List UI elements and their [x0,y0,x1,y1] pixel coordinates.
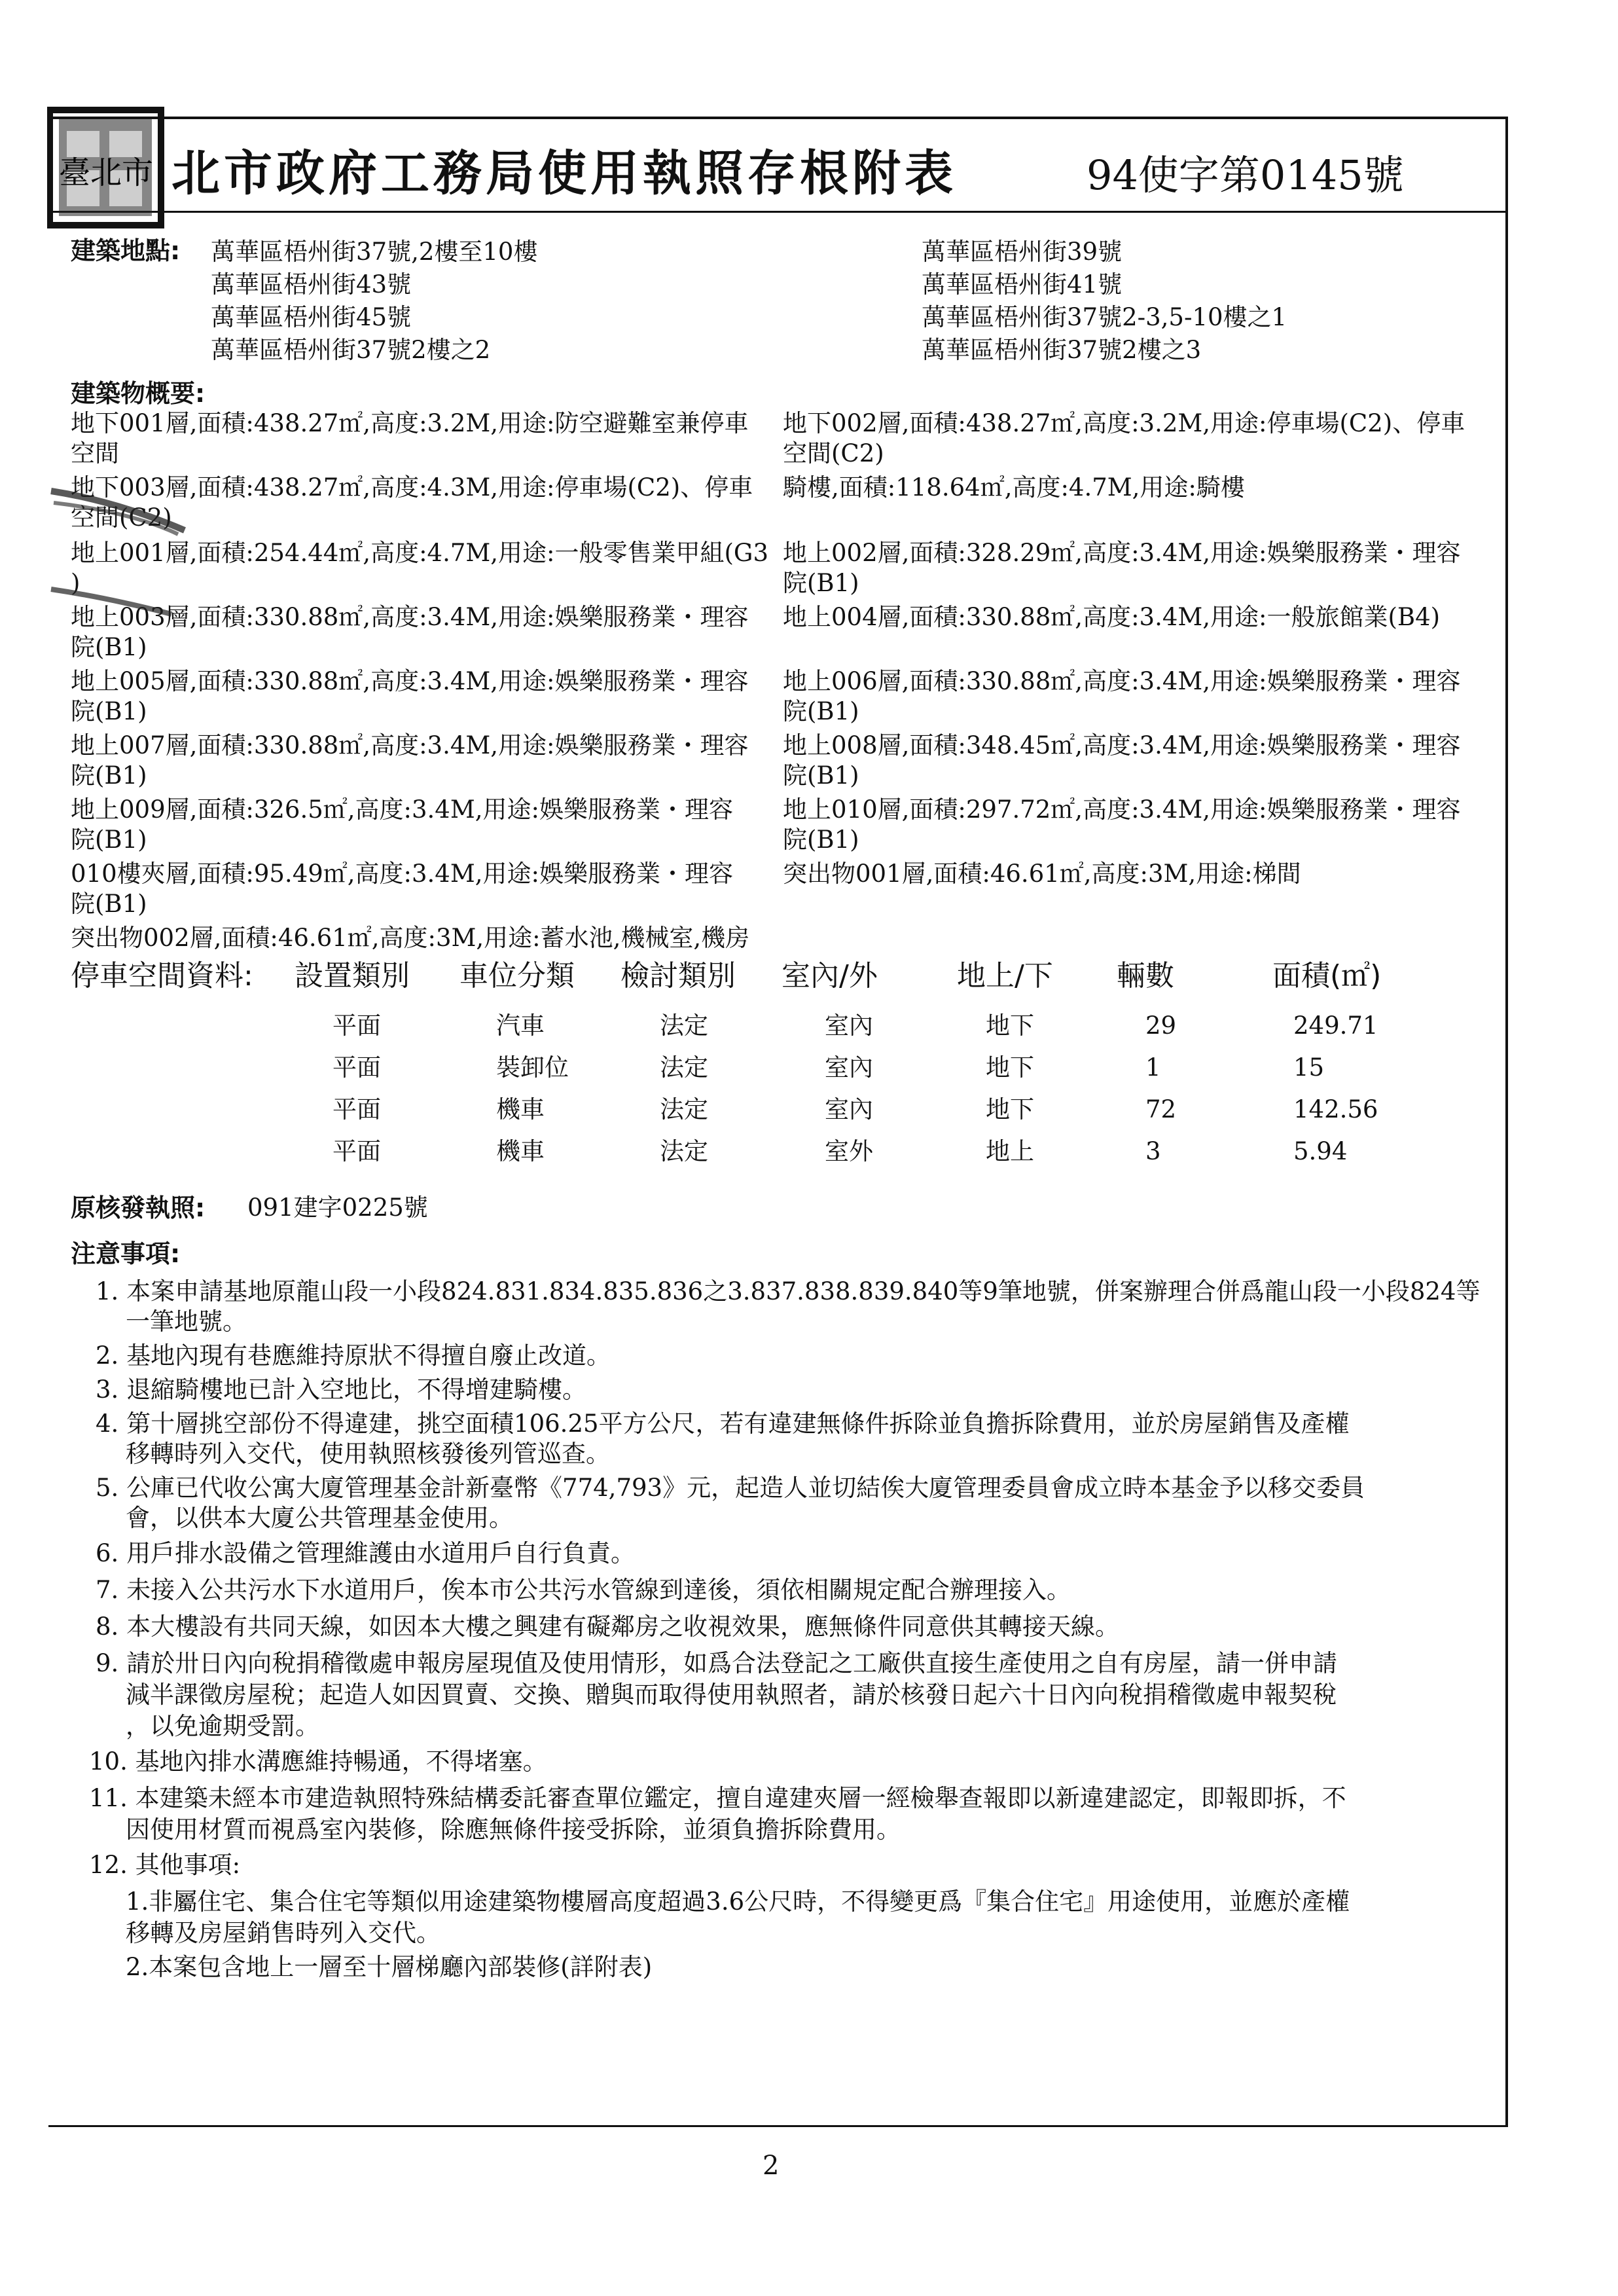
overview-line: 空間 [71,439,119,467]
notes-label: 注意事項: [71,1239,181,1268]
overview-line: 院(B1) [783,569,859,597]
address-line: 萬華區梧州街43號 [211,270,412,299]
note-line: 減半課徵房屋稅；起造人如因買賣、交換、贈與而取得使用執照者，請於核發日起六十日內向稅捐稽徵處申報契稅 [126,1681,1337,1709]
overview-line: 院(B1) [783,826,859,854]
parking-header: 地上/下 [957,959,1053,993]
parking-cell: 汽車 [496,1011,545,1040]
overview-line: 地下001層,面積:438.27㎡,高度:3.2M,用途:防空避難室兼停車 [71,409,749,437]
overview-line: 院(B1) [71,826,147,854]
note-line: 6. 用戶排水設備之管理維護由水道用戶自行負責。 [96,1539,636,1567]
note-line: 因使用材質而視爲室內裝修，除應無條件接受拆除，並須負擔拆除費用。 [126,1815,901,1844]
overview-line: 空間(C2) [783,439,884,467]
parking-header: 車位分類 [459,959,575,993]
original-permit-value: 091建字0225號 [247,1194,428,1222]
note-line: 2. 基地內現有巷應維持原狀不得擅自廢止改道。 [96,1341,611,1370]
overview-line: 院(B1) [71,761,147,790]
overview-line: 院(B1) [71,890,147,918]
parking-cell: 142.56 [1293,1095,1378,1123]
overview-line: 院(B1) [783,697,859,725]
overview-line: 院(B1) [71,697,147,725]
overview-line: 地上008層,面積:348.45㎡,高度:3.4M,用途:娛樂服務業・理容 [783,731,1461,759]
parking-header: 室內/外 [782,959,878,993]
parking-cell: 機車 [496,1137,545,1165]
parking-cell: 法定 [660,1137,708,1165]
parking-cell: 法定 [660,1053,708,1082]
overview-line: ) [71,569,81,597]
parking-header: 檢討類別 [620,959,736,993]
address-line: 萬華區梧州街37號2樓之2 [211,336,491,364]
parking-header: 設置類別 [295,959,410,993]
parking-cell: 室內 [825,1011,873,1040]
parking-cell: 室外 [825,1137,873,1165]
overview-line: 地上010層,面積:297.72㎡,高度:3.4M,用途:娛樂服務業・理容 [783,795,1461,824]
overview-line: 地上003層,面積:330.88㎡,高度:3.4M,用途:娛樂服務業・理容 [71,603,749,631]
parking-cell: 平面 [333,1095,381,1123]
original-permit-label: 原核發執照: [71,1194,206,1222]
note-line: 移轉及房屋銷售時列入交代。 [126,1919,440,1947]
parking-label: 停車空間資料: [71,959,253,993]
permit-number: 94使字第0145號 [1087,151,1404,199]
parking-cell: 1 [1145,1053,1161,1082]
overview-line: 地下002層,面積:438.27㎡,高度:3.2M,用途:停車場(C2)、停車 [783,409,1465,437]
note-line: 8. 本大樓設有共同天線，如因本大樓之興建有礙鄰房之收視效果，應無條件同意供其轉接天線。 [96,1613,1120,1641]
parking-cell: 室內 [825,1053,873,1082]
parking-cell: 平面 [333,1053,381,1082]
overview-line: 騎樓,面積:118.64㎡,高度:4.7M,用途:騎樓 [783,473,1245,501]
overview-line: 地上004層,面積:330.88㎡,高度:3.4M,用途:一般旅館業(B4) [783,603,1441,631]
overview-line: 院(B1) [783,761,859,790]
scan-smudge [47,583,178,622]
overview-line: 地上005層,面積:330.88㎡,高度:3.4M,用途:娛樂服務業・理容 [71,667,749,695]
parking-cell: 地上 [986,1137,1034,1165]
note-line: 會，以供本大廈公共管理基金使用。 [126,1504,513,1532]
parking-header: 輛數 [1117,959,1174,993]
address-line: 萬華區梧州街37號2樓之3 [922,336,1202,364]
svg-text:臺北市: 臺北市 [58,155,154,191]
note-line: 11. 本建築未經本市建造執照特殊結構委託審查單位鑑定，擅自違建夾層一經檢舉查報即以新違建認定，即報即拆，不 [89,1784,1346,1812]
parking-cell: 15 [1293,1053,1325,1082]
note-line: ，以免逾期受罰。 [126,1712,319,1740]
parking-cell: 72 [1145,1095,1177,1123]
overview-line: 地下003層,面積:438.27㎡,高度:4.3M,用途:停車場(C2)、停車 [71,473,753,501]
address-line: 萬華區梧州街37號2-3,5-10樓之1 [922,303,1287,331]
overview-line: 院(B1) [71,633,147,661]
note-line: 移轉時列入交代，使用執照核發後列管巡查。 [126,1440,610,1468]
note-line: 1.非屬住宅、集合住宅等類似用途建築物樓層高度超過3.6公尺時，不得變更爲『集合住宅』用途使用，並應於產權 [126,1887,1350,1916]
parking-header: 面積(㎡) [1272,959,1382,993]
overview-line: 010樓夾層,面積:95.49㎡,高度:3.4M,用途:娛樂服務業・理容 [71,860,733,888]
official-seal [47,105,165,229]
overview-line: 空間(C2) [71,503,172,532]
note-line: 12. 其他事項: [89,1851,241,1879]
parking-cell: 地下 [986,1095,1034,1123]
address-line: 萬華區梧州街41號 [922,270,1123,299]
note-line: 10. 基地內排水溝應維持暢通，不得堵塞。 [89,1747,547,1776]
note-line: 一筆地號。 [126,1307,247,1336]
parking-cell: 地下 [986,1011,1034,1040]
parking-cell: 249.71 [1293,1011,1378,1040]
overview-line: 突出物002層,面積:46.61㎡,高度:3M,用途:蓄水池,機械室,機房 [71,924,750,952]
note-line: 4. 第十層挑空部份不得違建，挑空面積106.25平方公尺，若有違建無條件拆除並負擔拆除費用，並於房屋銷售及產權 [96,1410,1350,1438]
overview-label: 建築物概要: [71,379,206,408]
parking-cell: 平面 [333,1011,381,1040]
note-line: 1. 本案申請基地原龍山段一小段824.831.834.835.836之3.837.838.839.840等9筆地號，併案辦理合併爲龍山段一小段824等 [96,1277,1481,1305]
parking-cell: 裝卸位 [496,1053,569,1082]
page-number: 2 [763,2151,780,2181]
parking-cell: 3 [1145,1137,1161,1165]
overview-line: 地上009層,面積:326.5㎡,高度:3.4M,用途:娛樂服務業・理容 [71,795,733,824]
parking-cell: 法定 [660,1011,708,1040]
parking-cell: 5.94 [1293,1137,1348,1165]
overview-line: 地上001層,面積:254.44㎡,高度:4.7M,用途:一般零售業甲組(G3 [71,539,769,567]
parking-cell: 法定 [660,1095,708,1123]
parking-cell: 29 [1145,1011,1177,1040]
note-line: 3. 退縮騎樓地已計入空地比，不得增建騎樓。 [96,1376,587,1404]
document-title: 北市政府工務局使用執照存根附表 [171,145,957,202]
address-line: 萬華區梧州街45號 [211,303,412,331]
parking-cell: 室內 [825,1095,873,1123]
location-label: 建築地點: [71,236,181,265]
parking-cell: 地下 [986,1053,1034,1082]
overview-line: 地上002層,面積:328.29㎡,高度:3.4M,用途:娛樂服務業・理容 [783,539,1461,567]
scan-smudge [47,471,191,537]
overview-line: 地上006層,面積:330.88㎡,高度:3.4M,用途:娛樂服務業・理容 [783,667,1461,695]
overview-line: 突出物001層,面積:46.61㎡,高度:3M,用途:梯間 [783,860,1301,888]
parking-cell: 平面 [333,1137,381,1165]
note-line: 7. 未接入公共污水下水道用戶，俟本市公共污水管線到達後，須依相關規定配合辦理接入。 [96,1576,1071,1604]
note-line: 9. 請於卅日內向稅捐稽徵處申報房屋現值及使用情形，如爲合法登記之工廠供直接生產使用之自有房屋，請一併申請 [96,1649,1338,1677]
address-line: 萬華區梧州街37號,2樓至10樓 [211,238,538,266]
note-line: 2.本案包含地上一層至十層梯廳內部裝修(詳附表) [126,1953,653,1981]
overview-line: 地上007層,面積:330.88㎡,高度:3.4M,用途:娛樂服務業・理容 [71,731,749,759]
address-line: 萬華區梧州街39號 [922,238,1123,266]
parking-cell: 機車 [496,1095,545,1123]
note-line: 5. 公庫已代收公寓大廈管理基金計新臺幣《774,793》元，起造人並切結俟大廈管理委員會成立時本基金予以移交委員 [96,1474,1365,1502]
